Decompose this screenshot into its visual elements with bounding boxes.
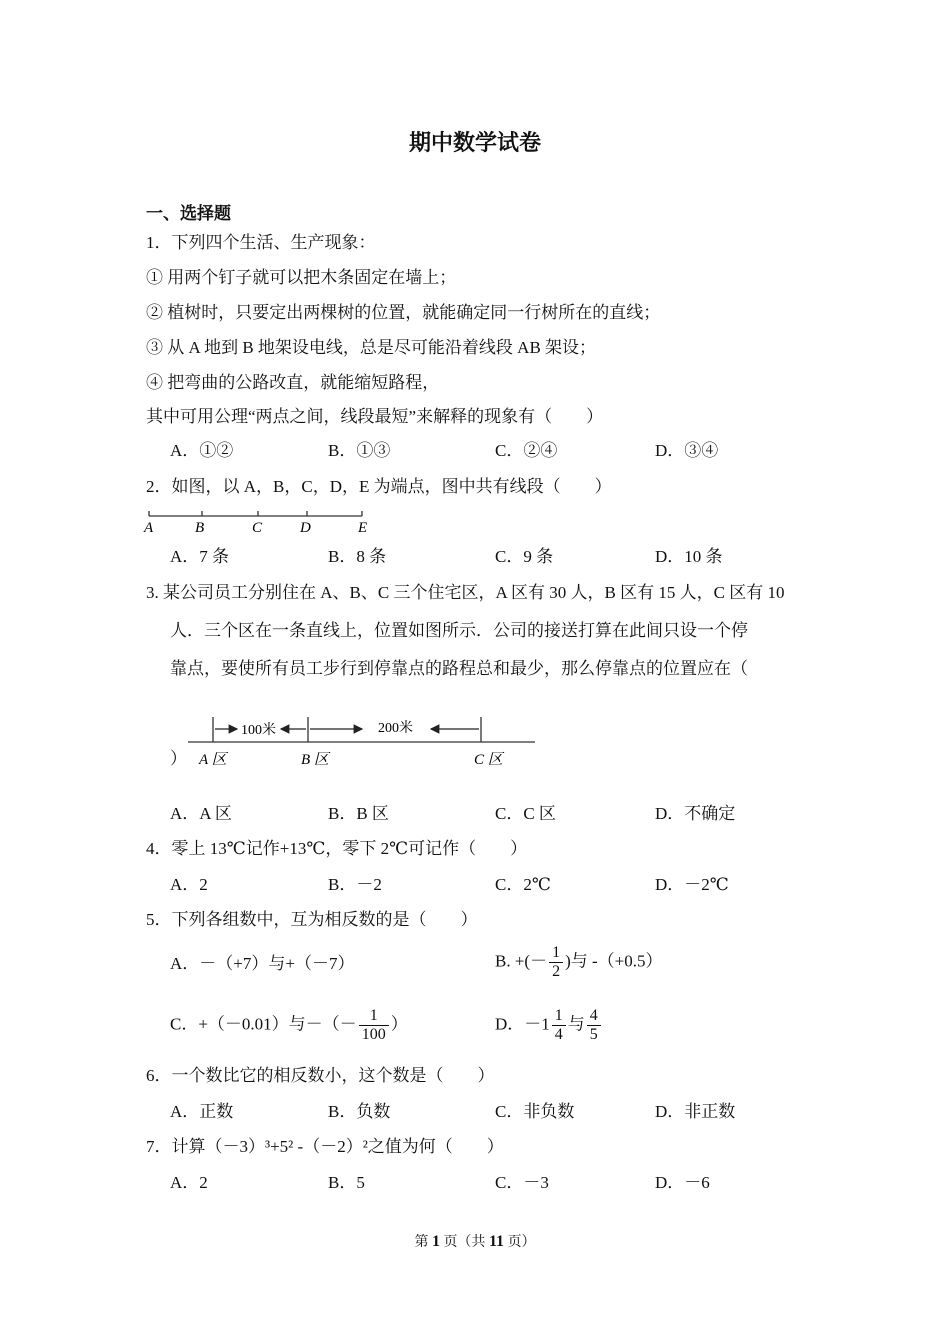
- q1-option-b[interactable]: B．①③: [328, 441, 391, 460]
- q7-option-c[interactable]: C．－3: [495, 1173, 549, 1192]
- q3-line-3: 靠点，要使所有员工步行到停靠点的路程总和最少，那么停靠点的位置应在（: [170, 659, 748, 678]
- footer-mid: 页（共: [443, 1235, 486, 1250]
- footer-post: 页）: [507, 1235, 536, 1250]
- section-heading: 一、选择题: [146, 204, 231, 223]
- zone-c-label: C 区: [474, 752, 503, 768]
- footer-pre: 第: [414, 1235, 429, 1250]
- q5-b-fraction: $\frac{1}{2}$: [549, 944, 563, 981]
- q3-line-2: 人．三个区在一条直线上，位置如图所示．公司的接送打算在此间只设一个停: [170, 621, 748, 640]
- q2-segment-figure: [140, 508, 380, 538]
- q4-stem: 4．零上 13℃记作+13℃，零下 2℃可记作（ ）: [146, 839, 528, 858]
- q3-option-c[interactable]: C．C 区: [495, 804, 556, 823]
- point-a-label: A: [144, 520, 154, 536]
- q5-d-fraction-1: $\frac{1}{4}$: [552, 1007, 566, 1044]
- q1-item-1: ① 用两个钉子就可以把木条固定在墙上；: [146, 268, 457, 287]
- point-c-label: C: [252, 520, 263, 536]
- q5-option-a[interactable]: A．－（+7）与+（－7）: [170, 954, 355, 973]
- page-title: 期中数学试卷: [408, 131, 541, 156]
- q6-stem: 6．一个数比它的相反数小，这个数是（ ）: [146, 1066, 495, 1085]
- q5-d-prefix: D．－1: [495, 1014, 550, 1034]
- q7-stem: 7．计算（－3）³+5² -（－2）²之值为何（ ）: [146, 1137, 504, 1156]
- q4-option-b[interactable]: B．－2: [328, 875, 382, 894]
- q2-option-d[interactable]: D．10 条: [655, 547, 723, 566]
- q1-option-c[interactable]: C．②④: [495, 441, 558, 460]
- q5-option-b[interactable]: [495, 944, 663, 981]
- point-b-label: B: [195, 520, 205, 536]
- q2-option-a[interactable]: A．7 条: [170, 547, 230, 566]
- q1-option-d[interactable]: D．③④: [655, 441, 719, 460]
- zone-a-label: A 区: [199, 752, 227, 768]
- q5-option-c[interactable]: [170, 1007, 408, 1044]
- q5-c-fraction: $\frac{1}{100}$: [359, 1007, 389, 1044]
- footer-page-number: 1: [431, 1233, 440, 1250]
- q1-question: 其中可用公理“两点之间，线段最短”来解释的现象有（ ）: [146, 407, 604, 426]
- q1-item-2: ② 植树时，只要定出两棵树的位置，就能确定同一行树所在的直线；: [146, 303, 661, 322]
- q2-option-c[interactable]: C．9 条: [495, 547, 554, 566]
- q2-stem: 2．如图，以 A，B，C，D，E 为端点，图中共有线段（ ）: [146, 477, 612, 496]
- q5-c-suffix: ）: [390, 1014, 408, 1034]
- q1-stem: 1．下列四个生活、生产现象：: [146, 233, 376, 252]
- point-e-label: E: [358, 520, 368, 536]
- page-footer: [0, 1231, 950, 1251]
- q5-option-d[interactable]: [495, 1007, 603, 1044]
- q6-option-c[interactable]: C．非负数: [495, 1102, 575, 1121]
- q6-option-a[interactable]: A．正数: [170, 1102, 234, 1121]
- q3-close-paren: ）: [170, 749, 187, 768]
- q3-option-b[interactable]: B．B 区: [328, 804, 389, 823]
- q5-b-prefix: B. +(－: [495, 951, 548, 971]
- q5-d-mid: 与: [567, 1014, 585, 1034]
- q5-stem: 5．下列各组数中，互为相反数的是（ ）: [146, 910, 478, 929]
- q3-line-1: 3. 某公司员工分别住在 A、B、C 三个住宅区，A 区有 30 人，B 区有 15 人，C 区有 10: [146, 583, 785, 602]
- footer-total-pages: 11: [488, 1233, 505, 1250]
- q7-option-a[interactable]: A．2: [170, 1173, 208, 1192]
- q3-option-d[interactable]: D．不确定: [655, 804, 736, 823]
- q5-b-suffix: )与 -（+0.5）: [565, 951, 663, 971]
- q1-item-3: ③ 从 A 地到 B 地架设电线，总是尽可能沿着线段 AB 架设；: [146, 338, 597, 357]
- q7-option-b[interactable]: B．5: [328, 1173, 365, 1192]
- q4-option-d[interactable]: D．－2℃: [655, 875, 729, 894]
- q6-option-b[interactable]: B．负数: [328, 1102, 391, 1121]
- distance-200-label: 200米: [378, 721, 413, 736]
- zone-b-label: B 区: [301, 752, 329, 768]
- distance-100-label: 100米: [241, 723, 276, 738]
- q4-option-a[interactable]: A．2: [170, 875, 208, 894]
- q3-location-figure: [185, 712, 545, 774]
- q5-d-fraction-2: $\frac{4}{5}$: [587, 1007, 601, 1044]
- q6-option-d[interactable]: D．非正数: [655, 1102, 736, 1121]
- point-d-label: D: [300, 520, 311, 536]
- q7-option-d[interactable]: D．－6: [655, 1173, 710, 1192]
- q1-option-a[interactable]: A．①②: [170, 441, 234, 460]
- q3-option-a[interactable]: A．A 区: [170, 804, 232, 823]
- q5-c-prefix: C．+（－0.01）与－（－: [170, 1014, 357, 1034]
- q2-option-b[interactable]: B．8 条: [328, 547, 387, 566]
- q4-option-c[interactable]: C．2℃: [495, 875, 551, 894]
- q1-item-4: ④ 把弯曲的公路改直，就能缩短路程，: [146, 373, 440, 392]
